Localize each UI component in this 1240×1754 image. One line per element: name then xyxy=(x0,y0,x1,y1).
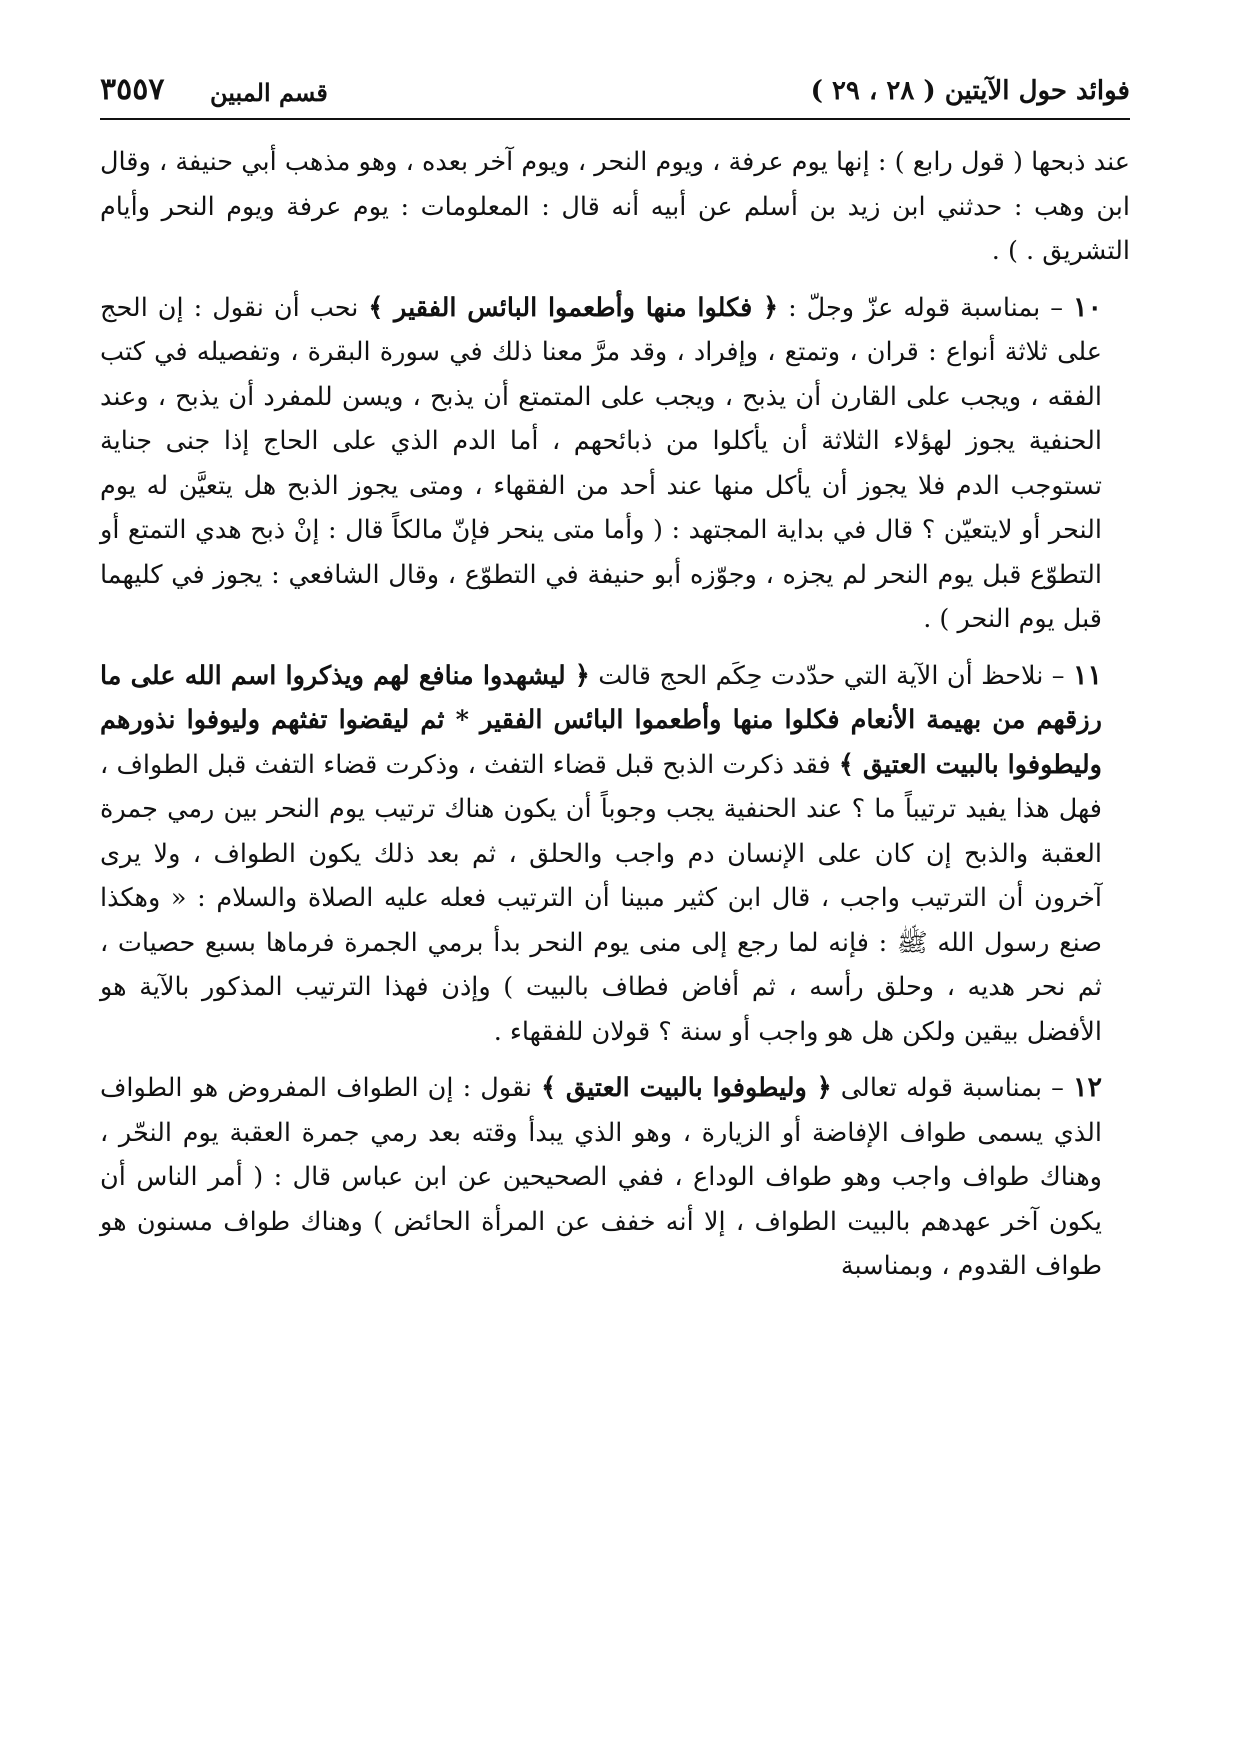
quran-verse: ﴿ وليطوفوا بالبيت العتيق ﴾ xyxy=(541,1073,832,1103)
paragraph-number: ١٠ xyxy=(1072,291,1102,323)
paragraph-10 xyxy=(100,286,1130,642)
paragraph-intro: – بمناسبة قوله عزّ وجلّ : xyxy=(778,292,1073,323)
paragraph-text: عند ذبحها ( قول رابع ) : إنها يوم عرفة ، ويوم النحر ، ويوم آخر بعده ، وهو مذهب أبي حنيفة ، وقال ابن وهب : حدثني ابن زيد بن أسلم عن أبيه أنه قال : المعلومات : يوم عرفة ويوم النحر وأيام التشريق . ) . xyxy=(100,147,1130,266)
quran-verse: ﴿ فكلوا منها وأطعموا البائس الفقير ﴾ xyxy=(368,292,779,323)
body-text xyxy=(100,140,1130,1289)
paragraph-12 xyxy=(100,1066,1130,1289)
paragraph-number: ١١ xyxy=(1072,659,1102,691)
paragraph-text: نحب أن نقول : إن الحج على ثلاثة أنواع : قران ، وتمتع ، وإفراد ، وقد مرَّ معنا ذلك في سورة البقرة ، وتفصيله في كتب الفقه ، ويجب على القارن أن يذبح ، ويجب على المتمتع أن يذبح ، ويسن للمفرد أن يذبح ، وعند الحنفية يجوز لهؤلاء الثلاثة أن يأكلوا من ذبائحهم ، أما الدم الذي على الحاج إذا جنى جناية تستوجب الدم فلا يجوز أن يأكل منها عند أحد من الفقهاء ، ومتى يجوز الذبح هل يتعيَّن له يوم النحر أو لايتعيّن ؟ قال في بداية المجتهد : ( وأما متى ينحر فإنّ مالكاً قال : إنْ ذبح هدي التمتع أو التطوّع قبل يوم النحر لم يجزه ، وجوّزه أبو حنيفة في التطوّع ، وقال الشافعي : يجوز في كليهما قبل يوم النحر ) . xyxy=(100,292,1102,634)
document-page xyxy=(100,70,1130,1730)
paragraph-text: فقد ذكرت الذبح قبل قضاء التفث ، وذكرت قضاء التفث قبل الطواف ، فهل هذا يفيد ترتيباً ما ؟ عند الحنفية يجب وجوباً أن يكون هناك ترتيب يوم النحر بين رمي جمرة العقبة والذبح إن كان على الإنسان دم واجب والحلق ، ثم بعد ذلك يكون الطواف ، ولا يرى آخرون أن الترتيب واجب ، قال ابن كثير مبينا أن الترتيب فعله عليه الصلاة والسلام : « وهكذا صنع رسول الله ﷺ : فإنه لما رجع إلى منى يوم النحر بدأ برمي الجمرة فرماها بسبع حصيات ، ثم نحر هديه ، وحلق رأسه ، ثم أفاض فطاف بالبيت ) وإذن فهذا الترتيب المذكور بالآية هو الأفضل بيقين ولكن هل هو واجب أو سنة ؟ قولان للفقهاء . xyxy=(100,749,1102,1047)
paragraph-intro: – بمناسبة قوله تعالى xyxy=(831,1073,1073,1103)
paragraph-number: ١٢ xyxy=(1073,1072,1103,1103)
running-title: فوائد حول الآيتين ( ٢٨ ، ٢٩ ) xyxy=(810,76,1130,106)
paragraph-intro: – نلاحظ أن الآية التي حدّدت حِكَم الحج قالت xyxy=(589,660,1073,691)
page-number: ٣٥٥٧ xyxy=(100,72,165,107)
section-title: قسم المبين xyxy=(210,78,328,107)
page-header xyxy=(100,70,1130,120)
quran-verse: ﴿ ليشهدوا منافع لهم ويذكروا اسم الله على ما رزقهم من بهيمة الأنعام فكلوا منها وأطعموا البائس الفقير * ثم ليقضوا تفثهم وليوفوا نذورهم وليطوفوا بالبيت العتيق ﴾ xyxy=(100,660,1102,780)
paragraph-11 xyxy=(100,654,1130,1055)
paragraph-text: نقول : إن الطواف المفروض هو الطواف الذي يسمى طواف الإفاضة أو الزيارة ، وهو الذي يبدأ وقته بعد رمي جمرة العقبة يوم النحّر ، وهناك طواف واجب وهو طواف الوداع ، ففي الصحيحين عن ابن عباس قال : ( أمر الناس أن يكون آخر عهدهم بالبيت الطواف ، إلا أنه خفف عن المرأة الحائض ) وهناك طواف مسنون هو طواف القدوم ، وبمناسبة xyxy=(100,1073,1102,1281)
paragraph-continuation xyxy=(100,140,1130,274)
